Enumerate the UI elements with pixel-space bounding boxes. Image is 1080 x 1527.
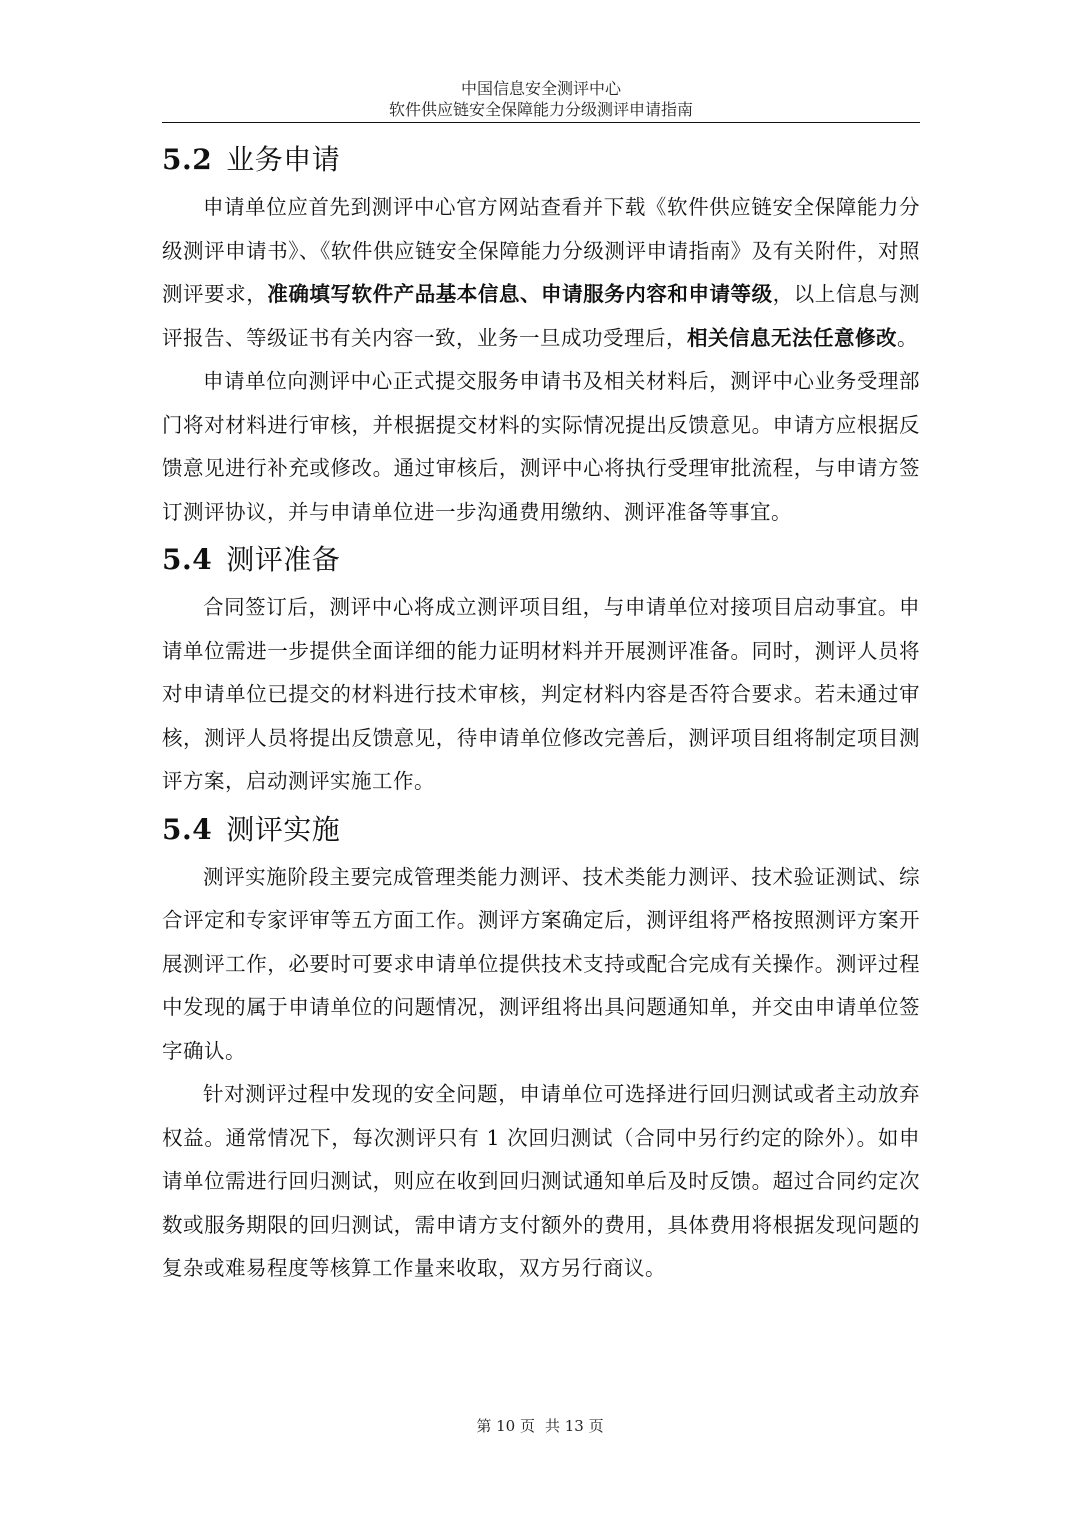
body-paragraph [162, 856, 920, 1074]
section-heading [162, 534, 920, 586]
section-number: 5.2 [162, 143, 213, 176]
paragraph-text: 针对测评过程中发现的安全问题，申请单位可选择进行回归测试或者主动放弃权益。通常情况下，每次测评只有 1 次回归测试（合同中另行约定的除外）。如申请单位需进行回归测试，则应在收到回归测试通知单后及时反馈。超过合同约定次数或服务期限的回归测试，需申请方支付额外的费用，具体费用将根据发现问题的复杂或难易程度等核算工作量来收取，双方另行商议。 [162, 1082, 920, 1280]
body-paragraph [162, 586, 920, 804]
body-paragraph [162, 1073, 920, 1291]
section-number: 5.4 [162, 812, 213, 846]
page-footer [0, 1415, 1080, 1436]
header-org: 中国信息安全测评中心 [460, 79, 621, 98]
emphasized-text: 相关信息无法任意修改 [687, 325, 897, 350]
header-doc-title: 软件供应链安全保障能力分级测评申请指南 [388, 100, 693, 119]
paragraph-text: 。 [897, 325, 918, 350]
section-heading [162, 804, 920, 856]
paragraph-text: 合同签订后，测评中心将成立测评项目组，与申请单位对接项目启动事宜。申请单位需进一步提供全面详细的能力证明材料并开展测评准备。同时，测评人员将对申请单位已提交的材料进行技术审核，判定材料内容是否符合要求。若未通过审核，测评人员将提出反馈意见，待申请单位修改完善后，测评项目组将制定项目测评方案，启动测评实施工作。 [162, 595, 920, 793]
section-number: 5.4 [162, 543, 213, 576]
section-title: 测评准备 [226, 543, 341, 576]
section-title: 业务申请 [226, 143, 341, 176]
body-paragraph [162, 186, 920, 360]
section-title: 测评实施 [226, 812, 341, 846]
emphasized-text: 准确填写软件产品基本信息、申请服务内容和申请等级 [267, 282, 773, 306]
paragraph-text: 申请单位向测评中心正式提交服务申请书及相关材料后，测评中心业务受理部门将对材料进行审核，并根据提交材料的实际情况提出反馈意见。申请方应根据反馈意见进行补充或修改。通过审核后，测评中心将执行受理审批流程，与申请方签订测评协议，并与申请单位进一步沟通费用缴纳、测评准备等事宜。 [162, 369, 920, 524]
body-paragraph [162, 360, 920, 534]
paragraph-text: ，以上信息与测评报告、等级证书有关内容一致，业务一旦成功受理后， [162, 282, 921, 350]
header-divider [162, 122, 920, 123]
page-header [162, 78, 920, 120]
document-body [162, 134, 920, 1291]
paragraph-text: 测评实施阶段主要完成管理类能力测评、技术类能力测评、技术验证测试、综合评定和专家评审等五方面工作。测评方案确定后，测评组将严格按照测评方案开展测评工作，必要时可要求申请单位提供技术支持或配合完成有关操作。测评过程中发现的属于申请单位的问题情况，测评组将出具问题通知单，并交由申请单位签字确认。 [162, 864, 920, 1063]
paragraph-text: 申请单位应首先到测评中心官方网站查看并下载《软件供应链安全保障能力分级测评申请书》、《软件供应链安全保障能力分级测评申请指南》及有关附件，对照测评要求， [162, 195, 920, 306]
page-total: 共 13 页 [545, 1417, 604, 1435]
page-number: 第 10 页 [476, 1417, 535, 1435]
section-heading [162, 134, 920, 186]
